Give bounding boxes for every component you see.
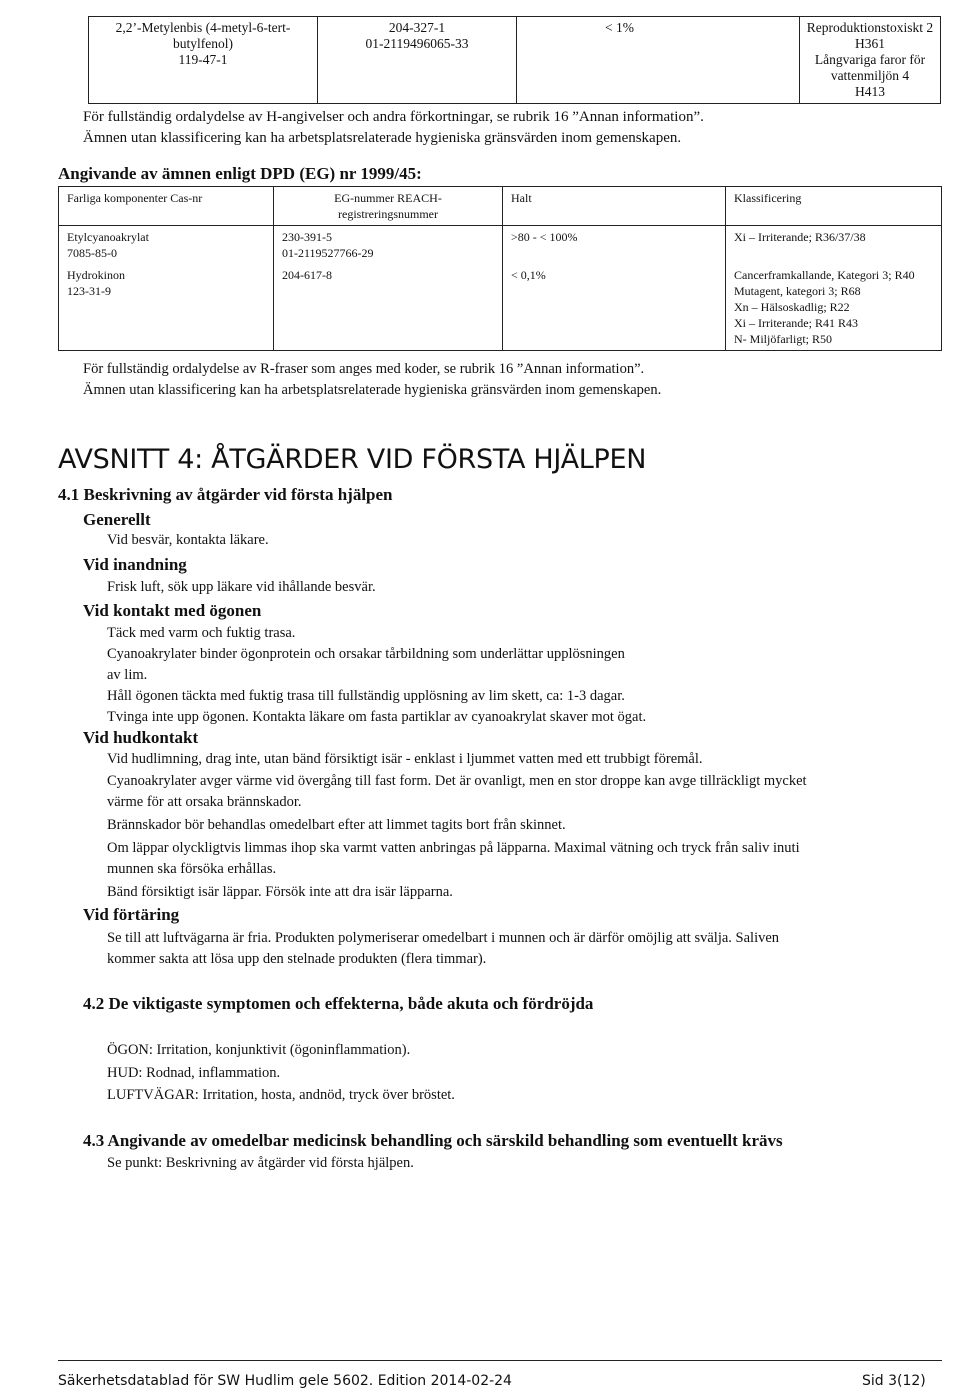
text-line: Vid hudlimning, drag inte, utan bänd försiktigt isär - enklast i ljummet vatten med ett trubbigt föremål. <box>107 751 703 767</box>
table-cell <box>274 226 503 265</box>
symptoms-text <box>107 1039 455 1107</box>
subsection-heading-4-1: 4.1 Beskrivning av åtgärder vid första hjälpen <box>58 485 393 504</box>
footer-page-number: Sid 3(12) <box>862 1373 926 1389</box>
text-line: Håll ögonen täckta med fuktig trasa till fullständig upplösning av lim skett, ca: 1-3 dagar. <box>107 688 625 704</box>
text-line: munnen ska försöka erhållas. <box>107 861 277 877</box>
heading-inandning: Vid inandning <box>83 555 187 574</box>
text-line: Cyanoakrylater avger värme vid övergång till fast form. Det är ovanligt, men en stor droppe kan avge tillräckligt mycket <box>107 773 807 789</box>
cell-line: 01-2119527766-29 <box>282 246 374 260</box>
cell-line: 230-391-5 <box>282 230 332 244</box>
footer-document-info: Säkerhetsdatablad för SW Hudlim gele 5602. Edition 2014-02-24 <box>58 1373 512 1389</box>
cell-line: 2,2’-Metylenbis (4-metyl-6-tert- <box>115 20 291 35</box>
table-cell: >80 - < 100% <box>503 226 726 265</box>
header-cell: Halt <box>503 187 726 226</box>
note-line: För fullständig ordalydelse av R-fraser som anges med koder, se rubrik 16 ”Annan information”. <box>83 361 645 377</box>
cell-line: 204-327-1 <box>388 20 446 35</box>
text-line: Se till att luftvägarna är fria. Produkten polymeriserar omedelbart i munnen och är därför omöjlig att svälja. Saliven <box>107 930 780 946</box>
h-statements-note <box>83 107 704 149</box>
cell-line: butylfenol) <box>173 36 233 51</box>
text-line: Cyanoakrylater binder ögonprotein och orsakar tårbildning som underlättar upplösningen <box>107 646 625 662</box>
text-line: kommer sakta att lösa upp den stelnade produkten (flera timmar). <box>107 951 487 967</box>
cell-line: 01-2119496065-33 <box>365 36 469 51</box>
table-row <box>59 226 942 265</box>
table-cell <box>726 264 942 351</box>
cell-line: registreringsnummer <box>338 207 438 221</box>
cell-line: Xn – Hälsoskadlig; R22 <box>734 300 850 314</box>
table-cell: Xi – Irriterande; R36/37/38 <box>726 226 942 265</box>
cell-line: Långvariga faror för vattenmiljön 4 <box>814 52 926 83</box>
note-line: Ämnen utan klassificering kan ha arbetsplatsrelaterade hygieniska gränsvärden inom gemenskapen. <box>83 382 662 398</box>
concentration-cell: < 1% <box>517 17 800 104</box>
heading-hud: Vid hudkontakt <box>83 728 199 747</box>
cell-line: Reproduktionstoxiskt 2 <box>806 20 934 35</box>
text-line: Täck med varm och fuktig trasa. <box>107 625 296 641</box>
text-line: LUFTVÄGAR: Irritation, hosta, andnöd, tryck över bröstet. <box>107 1087 455 1103</box>
note-line: Ämnen utan klassificering kan ha arbetsplatsrelaterade hygieniska gränsvärden inom gemenskapen. <box>83 130 682 146</box>
inandning-text: Frisk luft, sök upp läkare vid ihållande besvär. <box>107 579 376 595</box>
cell-line: H361 <box>855 36 885 51</box>
text-line: ÖGON: Irritation, konjunktivit (ögoninflammation). <box>107 1042 411 1058</box>
text-line: Bänd försiktigt isär läppar. Försök inte att dra isär läpparna. <box>107 884 453 900</box>
cell-line: 123-31-9 <box>67 284 111 298</box>
treatment-text: Se punkt: Beskrivning av åtgärder vid första hjälpen. <box>107 1155 414 1171</box>
text-line: av lim. <box>107 667 148 683</box>
heading-ogon: Vid kontakt med ögonen <box>83 601 262 620</box>
cell-line: H413 <box>855 84 885 99</box>
cell-line: 7085-85-0 <box>67 246 117 260</box>
heading-fortaring: Vid förtäring <box>83 905 180 924</box>
cell-line: EG-nummer REACH- <box>334 191 442 205</box>
footer-divider <box>58 1360 942 1361</box>
text-line: HUD: Rodnad, inflammation. <box>107 1064 281 1081</box>
table-cell <box>59 264 274 351</box>
cell-line: N- Miljöfarligt; R50 <box>734 332 832 346</box>
header-cell <box>274 187 503 226</box>
fortaring-text <box>107 928 779 970</box>
cell-line: Mutagent, kategori 3; R68 <box>734 284 861 298</box>
generellt-text: Vid besvär, kontakta läkare. <box>107 532 269 548</box>
table-row <box>59 264 942 351</box>
eg-number-cell <box>318 17 517 104</box>
header-cell: Klassificering <box>726 187 942 226</box>
cell-line: Xi – Irriterande; R41 R43 <box>734 316 858 330</box>
table-cell: 204-617-8 <box>274 264 503 351</box>
cell-line: Hydrokinon <box>67 268 125 282</box>
table-cell <box>59 226 274 265</box>
cell-line: Cancerframkallande, Kategori 3; R40 <box>734 268 915 282</box>
section-title: AVSNITT 4: ÅTGÄRDER VID FÖRSTA HJÄLPEN <box>58 444 647 475</box>
component-name-cell <box>89 17 318 104</box>
table-row <box>89 17 941 104</box>
dpd-title: Angivande av ämnen enligt DPD (EG) nr 1999/45: <box>58 164 422 183</box>
ogon-text <box>107 623 646 728</box>
text-line: Om läppar olyckligtvis limmas ihop ska varmt vatten anbringas på läpparna. Maximal vätning och tryck från saliv inuti <box>107 840 800 856</box>
text-line: värme för att orsaka brännskador. <box>107 794 302 810</box>
text-line: Brännskador bör behandlas omedelbart efter att limmet tagits bort från skinnet. <box>107 817 566 833</box>
heading-generellt: Generellt <box>83 510 151 529</box>
subsection-heading-4-3: 4.3 Angivande av omedelbar medicinsk behandling och särskild behandling som eventuellt krävs <box>83 1131 783 1150</box>
classification-cell <box>800 17 941 104</box>
note-line: För fullständig ordalydelse av H-angivelser och andra förkortningar, se rubrik 16 ”Annan information”. <box>83 109 704 125</box>
r-phrases-note <box>83 359 661 401</box>
table-cell: < 0,1% <box>503 264 726 351</box>
hazard-component-table <box>88 16 941 104</box>
hud-text <box>107 749 807 903</box>
header-cell: Farliga komponenter Cas-nr <box>59 187 274 226</box>
dpd-table <box>58 186 942 351</box>
table-header-row <box>59 187 942 226</box>
cell-line: Etylcyanoakrylat <box>67 230 149 244</box>
cell-line: 119-47-1 <box>178 52 228 67</box>
text-line: Tvinga inte upp ögonen. Kontakta läkare om fasta partiklar av cyanoakrylat skaver mot ögat. <box>107 709 647 725</box>
subsection-heading-4-2: 4.2 De viktigaste symptomen och effekterna, både akuta och fördröjda <box>83 994 594 1013</box>
